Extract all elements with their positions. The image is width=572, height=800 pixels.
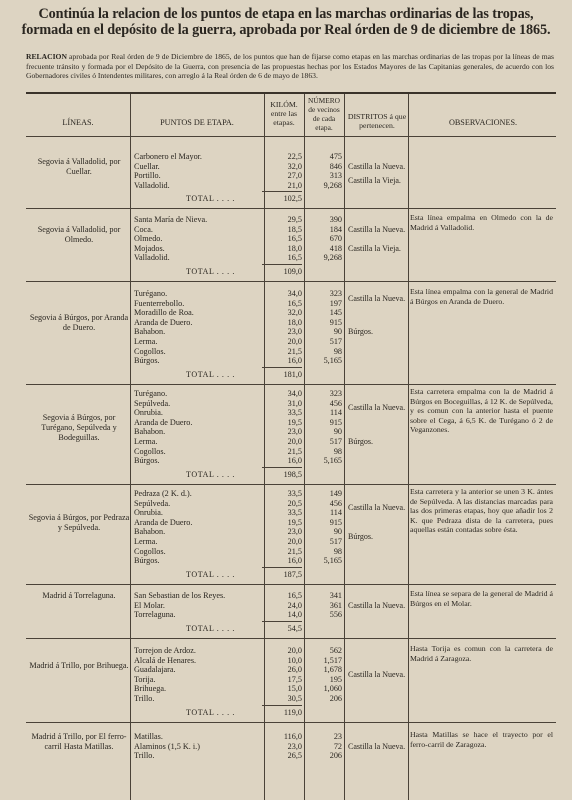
etapa-name: Aranda de Duero. [134,317,193,327]
linea-label: Segovia á Búrgos, por Turégano, Sepúlveda y Bodeguillas. [41,413,117,442]
distrito-label: Búrgos. [348,437,373,446]
observacion-text: Esta carretera empalma con la de Madrid á Búrgos en Boceguillas, á 12 K. de Sepúlveda, y es comun con la anterior hasta el puente sobre el Cega, á 6,5 K. de Turégano ó 2 de Veganzones. [410,387,553,435]
etapa-km: 20,0 [287,337,302,346]
etapa-name: Lerma. [134,337,158,346]
etapa-km: 116,0 [283,732,302,741]
distrito-label: Castilla la Nueva. [348,161,406,171]
etapa-vecinos: 418 [329,243,342,253]
etapa-name: Coca. [134,224,153,234]
etapa-name: Bahabon. [134,327,166,337]
etapa-vecinos: 323 [329,289,342,298]
etapa-km: 20,0 [287,437,302,446]
etapa-km: 34,0 [287,389,302,398]
etapa-km: 27,0 [287,171,302,181]
etapa-name: Moradillo de Roa. [134,308,194,318]
etapa-name: Carbonero el Mayor. [134,152,202,161]
sum-rule [262,621,302,622]
linea-label: Segovia á Búrgos, por Pedraza y Sepúlveda. [28,513,130,532]
group-rule [26,484,556,485]
distrito-label: Castilla la Nueva. [348,293,406,303]
etapa-vecinos: 9,268 [323,180,342,190]
etapa-km: 23,0 [287,327,302,337]
etapa-km: 10,0 [287,655,302,665]
etapa-km: 32,0 [287,308,302,318]
etapa-km: 16,5 [287,591,302,600]
linea-label: Madrid á Trillo, por El ferro-carril Hasta Matillas. [31,732,127,751]
linea-label: Segovia á Búrgos, por Aranda de Duero. [29,313,129,332]
distrito-label: Búrgos. [348,327,373,337]
etapa-name: Bahabon. [134,527,166,537]
etapa-name: Pedraza (2 K. d.). [134,489,192,498]
total-km: 198,5 [283,469,302,479]
observacion-text: Hasta Torija es comun con la carretera de Madrid á Zaragoza. [410,644,553,663]
etapa-name: Trillo. [134,751,155,761]
etapa-name: Brihuega. [134,684,167,694]
etapa-vecinos: 323 [329,389,342,398]
etapa-km: 23,0 [287,741,302,751]
etapa-name: Torrejon de Ardoz. [134,646,196,655]
etapa-name: El Molar. [134,600,165,610]
etapa-name: Onrubia. [134,408,163,418]
header-lineas: LÍNEAS. [62,118,94,127]
etapa-km: 14,0 [287,610,302,620]
total-label: TOTAL . . . . [186,267,235,276]
col-divider [304,94,305,800]
etapa-vecinos: 915 [329,517,342,527]
etapa-name: Torrelaguna. [134,610,176,620]
etapa-km: 21,0 [287,180,302,190]
sum-rule [262,467,302,468]
etapa-km: 23,0 [287,427,302,437]
etapa-vecinos: 98 [333,446,342,456]
etapa-vecinos: 456 [329,498,342,508]
observacion-text: Esta línea empalma con la general de Madrid á Búrgos en Aranda de Duero. [410,287,553,306]
etapa-km: 24,0 [287,600,302,610]
total-label: TOTAL . . . . [186,707,235,717]
etapa-name: Matillas. [134,732,163,741]
total-label: TOTAL . . . . [186,469,235,479]
etapa-vecinos: 206 [329,694,342,703]
etapa-km: 20,0 [287,646,302,655]
etapa-vecinos: 5,165 [323,356,342,366]
total-label: TOTAL . . . . [186,194,235,204]
etapa-name: Búrgos. [134,456,160,466]
total-label: TOTAL . . . . [186,369,235,379]
etapa-km: 21,5 [287,546,302,556]
etapa-km: 18,0 [287,317,302,327]
col-divider [130,94,131,800]
etapa-name: Cogollos. [134,346,166,356]
etapa-km: 33,5 [287,508,302,518]
etapa-vecinos: 197 [329,298,342,308]
etapa-km: 30,5 [287,694,302,703]
etapa-km: 16,0 [287,356,302,366]
etapa-vecinos: 556 [329,610,342,620]
etapa-vecinos: 361 [329,600,342,610]
etapa-name: Olmedo. [134,234,163,244]
etapa-name: Santa María de Nieva. [134,215,208,224]
etapa-name: Cogollos. [134,546,166,556]
total-label: TOTAL . . . . [186,623,235,633]
etapa-name: Aranda de Duero. [134,517,193,527]
header-puntos: PUNTOS DE ETAPA. [160,118,234,127]
group-rule [26,281,556,282]
etapa-vecinos: 206 [329,751,342,761]
linea-label: Segovia á Valladolid, por Cuellar. [37,157,121,176]
distrito-label: Castilla la Nueva. [348,670,406,679]
sum-rule [262,264,302,265]
observacion-text: Esta carretera y la anterior se unen 3 K. ántes de Sepúlveda. A las distancias marcadas para las dos primeras etapas, hoy que añadir los 2 K. que Pedraza dista de la carretera, pues aquellas están contadas sobre ésta. [410,487,553,535]
etapa-vecinos: 390 [329,215,342,224]
etapa-name: Bahabon. [134,427,166,437]
etapa-km: 23,0 [287,527,302,537]
etapa-km: 21,5 [287,346,302,356]
etapa-km: 31,0 [287,398,302,408]
total-km: 181,0 [283,369,302,379]
etapa-name: Sepúlveda. [134,398,171,408]
sum-rule [262,191,302,192]
etapa-vecinos: 90 [333,327,342,337]
total-km: 54,5 [287,623,302,633]
etapa-name: Valladolid. [134,180,170,190]
etapa-km: 26,5 [287,751,302,761]
distrito-label: Castilla la Nueva. [348,403,406,413]
etapa-vecinos: 846 [329,161,342,171]
etapa-name: Valladolid. [134,253,170,263]
header-km: KILÓM. entre las etapas. [270,100,298,127]
col-divider [408,94,409,800]
group-rule [26,208,556,209]
observacion-text: Hasta Matillas se hace el trayecto por el ferro-carril de Zaragoza. [410,730,553,749]
etapa-vecinos: 9,268 [323,253,342,263]
total-label: TOTAL . . . . [186,569,235,579]
etapa-km: 19,5 [287,517,302,527]
etapa-km: 17,5 [287,674,302,684]
etapa-vecinos: 1,060 [323,684,342,694]
group-rule [26,722,556,723]
etapa-name: Turégano. [134,289,168,298]
etapa-name: Búrgos. [134,356,160,366]
etapa-name: Fuenterrebollo. [134,298,185,308]
distrito-label: Búrgos. [348,532,373,542]
etapa-km: 16,0 [287,556,302,566]
etapa-km: 32,0 [287,161,302,171]
etapa-vecinos: 98 [333,546,342,556]
etapa-vecinos: 149 [329,489,342,498]
etapa-name: Lerma. [134,537,158,546]
etapa-km: 18,0 [287,243,302,253]
etapa-vecinos: 98 [333,346,342,356]
etapa-name: Onrubia. [134,508,163,518]
etapa-vecinos: 341 [329,591,342,600]
intro-lead: RELACION [26,52,67,61]
sum-rule [262,705,302,706]
etapa-km: 16,5 [287,298,302,308]
etapa-vecinos: 114 [330,408,342,418]
etapa-name: Turégano. [134,389,168,398]
etapa-vecinos: 1,517 [323,655,342,665]
sum-rule [262,367,302,368]
etapa-name: Búrgos. [134,556,160,566]
distrito-label: Castilla la Nueva. [348,224,406,234]
etapa-vecinos: 915 [329,417,342,427]
etapa-km: 33,5 [287,408,302,418]
etapa-vecinos: 184 [329,224,342,234]
etapa-km: 16,5 [287,253,302,263]
linea-label: Madrid á Trillo, por Brihuega. [29,660,129,670]
etapa-vecinos: 23 [333,732,342,741]
header-distritos: DISTRITOS á que pertenecen. [347,112,407,130]
etapa-vecinos: 195 [329,674,342,684]
etapa-name: Lerma. [134,437,158,446]
total-km: 187,5 [283,569,302,579]
etapa-vecinos: 90 [333,427,342,437]
observacion-text: Esta línea se separa de la general de Madrid á Búrgos en el Molar. [410,589,553,608]
etapa-vecinos: 5,165 [323,456,342,466]
etapa-name: Aranda de Duero. [134,417,193,427]
etapa-km: 18,5 [287,224,302,234]
col-divider [344,94,345,800]
etapa-km: 33,5 [287,489,302,498]
etapa-vecinos: 145 [329,308,342,318]
etapa-vecinos: 517 [329,337,342,346]
etapa-vecinos: 915 [329,317,342,327]
distrito-label: Castilla la Nueva. [348,503,406,513]
etapa-km: 20,5 [287,498,302,508]
etapa-vecinos: 1,678 [323,665,342,675]
distrito-label: Castilla la Nueva. [348,741,406,751]
etapa-km: 26,0 [287,665,302,675]
etapa-name: Alcalá de Henares. [134,655,197,665]
etapa-vecinos: 670 [329,234,342,244]
etapa-name: Portillo. [134,171,161,181]
etapa-vecinos: 475 [329,152,342,161]
etapa-vecinos: 114 [330,508,342,518]
distrito-label: Castilla la Nueva. [348,600,406,610]
total-km: 119,0 [283,707,302,717]
group-rule [26,384,556,385]
intro-paragraph [26,52,554,81]
etapa-km: 21,5 [287,446,302,456]
header-vecinos: NÚMERO de vecinos de cada etapa. [307,96,341,132]
etapa-vecinos: 72 [333,741,342,751]
etapa-km: 19,5 [287,417,302,427]
group-rule [26,638,556,639]
distrito-label: Castilla la Vieja. [348,243,401,253]
etapa-vecinos: 517 [329,437,342,446]
etapa-name: Trillo. [134,694,155,703]
etapa-name: Cuellar. [134,161,160,171]
etapa-name: Cogollos. [134,446,166,456]
etapa-km: 15,0 [287,684,302,694]
linea-label: Madrid á Torrelaguna. [42,591,116,601]
total-km: 109,0 [283,267,302,276]
etapa-name: Alaminos (1,5 K. i.) [134,741,200,751]
intro-text: aprobada por Real órden de 9 de Diciembre de 1865, de los puntos que han de fijarse como etapas en las marchas ordinarias de las tropas por la líneas de mas frecuente tránsito y formada por el Depósito de la Guerra, con presencia de las propuestas hechas por los Estados Mayores de las Capitanias generales, de acuerdo con los Gobernadores civiles ó Intendentes militares, con arreglo á la Real órden de 6 de mayo de 1863. [26,52,554,81]
document-title: Continúa la relacion de los puntos de etapa en las marchas ordinarias de las tropas, formada en el depósito de la guerra, aprobada por Real órden de 9 de diciembre de 1865. [21,6,551,38]
etapa-vecinos: 517 [329,537,342,546]
etapa-vecinos: 90 [333,527,342,537]
sum-rule [262,567,302,568]
etapa-km: 20,0 [287,537,302,546]
total-km: 102,5 [283,194,302,204]
distrito-label: Castilla la Vieja. [348,176,401,185]
etapa-km: 29,5 [287,215,302,224]
etapa-km: 16,5 [287,234,302,244]
header-observaciones: OBSERVACIONES. [448,118,518,127]
etapa-km: 22,5 [287,152,302,161]
etapa-name: Mojados. [134,243,165,253]
etapa-name: Sepúlveda. [134,498,171,508]
etapa-vecinos: 562 [329,646,342,655]
etapa-km: 34,0 [287,289,302,298]
etapa-vecinos: 5,165 [323,556,342,566]
table-top-rule [26,92,556,94]
linea-label: Segovia á Valladolid, por Olmedo. [37,225,121,244]
etapa-name: San Sebastian de los Reyes. [134,591,226,600]
observacion-text: Esta línea empalma en Olmedo con la de Madrid á Valladolid. [410,213,553,232]
etapa-vecinos: 456 [329,398,342,408]
etapa-name: Guadalajara. [134,665,176,675]
group-rule [26,584,556,585]
etapa-km: 16,0 [287,456,302,466]
etapa-name: Torija. [134,674,156,684]
etapa-vecinos: 313 [329,171,342,181]
